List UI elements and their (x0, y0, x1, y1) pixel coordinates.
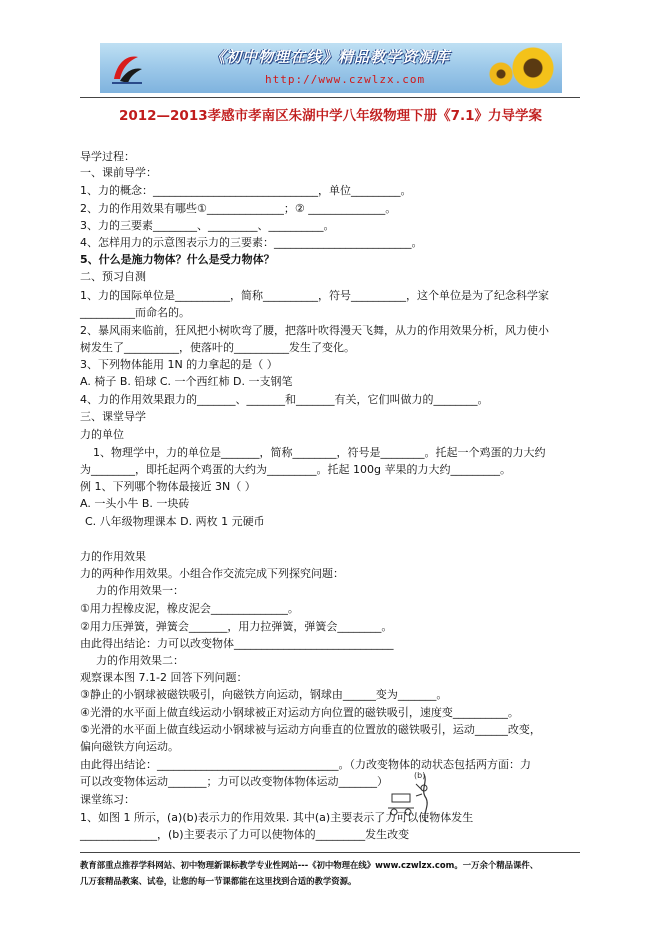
page-title: 2012—2013孝感市孝南区朱湖中学八年级物理下册《7.1》力导学案 (118, 108, 543, 124)
banner-title: 《初中物理在线》精品教学资源库 (210, 48, 451, 66)
footer-line: 教育部重点推荐学科网站、初中物理新课标教学专业性网站---《初中物理在线》www.czwlzx.com。一万余个精品课件、 (80, 860, 539, 870)
banner-url: http://www.czwlzx.com (265, 73, 426, 86)
text-line: 3、下列物体能用 1N 的力拿起的是（ ） (80, 358, 278, 371)
text-line: 力的作用效果二： (96, 654, 184, 667)
text-line: 2、暴风雨来临前，狂风把小树吹弯了腰，把落叶吹得漫天飞舞，从力的作用效果分析，风力使小 (80, 324, 549, 337)
text-line: 由此得出结论：力可以改变物体_____________________________ (80, 637, 394, 650)
text-line: ①用力捏橡皮泥，橡皮泥会______________。 (80, 602, 299, 615)
text-line: 1、力的国际单位是__________，简称__________，符号__________，这个单位是为了纪念科学家 (80, 289, 549, 302)
text-line: ④光滑的水平面上做直线运动小钢球被正对运动方向位置的磁铁吸引，速度变__________。 (80, 706, 519, 719)
footer-line: 几万套精品教案、试卷，让您的每一节课都能在这里找到合适的教学资源。 (80, 876, 357, 886)
text-line: 由此得出结论：_________________________________。（力改变物体的动状态包括两方面：力 (80, 758, 531, 771)
text-line: 1、物理学中，力的单位是_______，简称________，符号是________。托起一个鸡蛋的力大约 (93, 446, 546, 459)
text-line: 树发生了__________，使落叶的__________发生了变化。 (80, 341, 355, 354)
figure-label: (b) (414, 771, 426, 780)
text-line: A. 椅子 B. 铅球 C. 一个西红柿 D. 一支钢笔 (80, 375, 293, 388)
text-line: ③静止的小钢球被磁铁吸引，向磁铁方向运动，钢球由______变为_______。 (80, 688, 448, 701)
text-line: 可以改变物体运动_______；力可以改变物体物体运动_______） (80, 775, 388, 788)
text-line: 力的作用效果一： (96, 584, 184, 597)
text-line: 4、怎样用力的示意图表示力的三要素：_________________________。 (80, 236, 423, 249)
text-line: 课堂练习： (80, 793, 135, 806)
text-line: ②用力压弹簧，弹簧会_______，用力拉弹簧，弹簧会________。 (80, 620, 393, 633)
figure-1-illustration (380, 768, 440, 824)
text-line: 例 1、下列哪个物体最接近 3N（ ） (80, 480, 256, 493)
text-line: ______________，(b)主要表示了力可以使物体的_________发生改变 (80, 828, 410, 841)
text-line: __________而命名的。 (80, 306, 190, 319)
text-line: 5、什么是施力物体？什么是受力物体？ (80, 253, 275, 266)
text-line: 一、课前导学： (80, 166, 157, 179)
text-line: 3、力的三要素________、_________、__________。 (80, 219, 335, 232)
text-line: A. 一头小牛 B. 一块砖 (80, 497, 190, 510)
text-line: 力的单位 (80, 428, 124, 441)
text-line: 三、课堂导学 (80, 410, 146, 423)
text-line: 二、预习自测 (80, 270, 146, 283)
footer-divider (80, 852, 580, 853)
header-divider (80, 97, 580, 98)
site-logo-icon (108, 49, 146, 87)
text-line: ⑤光滑的水平面上做直线运动小钢球被与运动方向垂直的位置放的磁铁吸引，运动______改变， (80, 723, 541, 736)
text-line: 2、力的作用效果有哪些①______________；② ______________。 (80, 202, 397, 215)
text-line: 力的作用效果 (80, 550, 146, 563)
text-line: 4、力的作用效果跟力的_______、_______和_______有关，它们叫做力的________。 (80, 393, 489, 406)
text-line: 为________，即托起两个鸡蛋的大约为_________。托起 100g 苹果的力大约_________。 (80, 463, 511, 476)
text-line: 观察课本图 7.1-2 回答下列问题： (80, 671, 248, 684)
text-line: 偏向磁铁方向运动。 (80, 740, 179, 753)
text-line: 1、力的概念：______________________________，单位_________。 (80, 184, 412, 197)
text-line: 力的两种作用效果。小组合作交流完成下列探究问题： (80, 567, 344, 580)
sunflower-icon (510, 45, 556, 91)
header-banner (100, 43, 562, 93)
text-line: C. 八年级物理课本 D. 两枚 1 元硬币 (85, 515, 265, 528)
text-line: 1、如图 1 所示，(a)(b)表示力的作用效果. 其中(a)主要表示了力可以使物体发生 (80, 811, 474, 824)
text-line: 导学过程： (80, 150, 135, 163)
